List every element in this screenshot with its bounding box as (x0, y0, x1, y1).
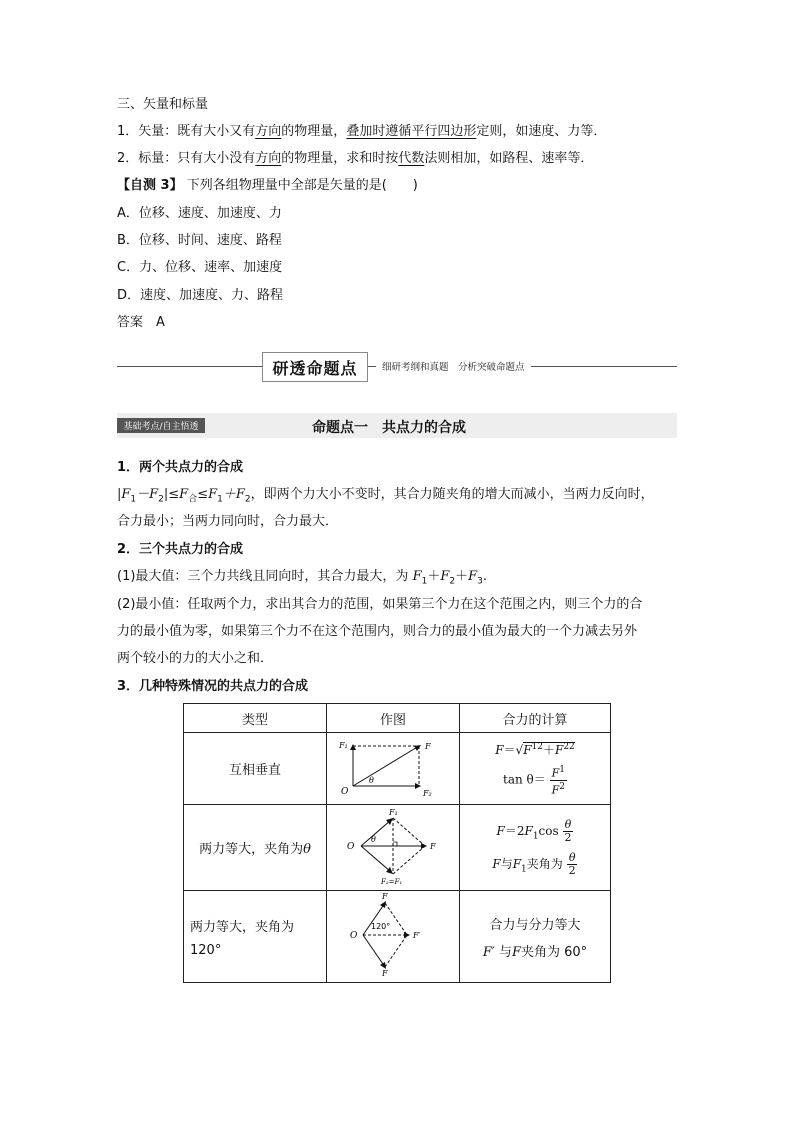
section-heading: 三、矢量和标量 (117, 97, 209, 112)
banner-subtitle: 细研考纲和真题 分析突破命题点 (376, 359, 531, 373)
answer: 答案 A (117, 315, 165, 330)
label-o: O (350, 930, 358, 941)
table-row (184, 891, 611, 983)
two-forces-text: 合力最小；当两力同向时，合力最大． (117, 514, 339, 529)
option-c: C．力、位移、速率、加速度 (117, 260, 283, 275)
label-f1: F₁ (389, 807, 398, 817)
three-forces-heading: 2．三个共点力的合成 (117, 542, 244, 557)
row1-calc (460, 733, 611, 805)
label-f: F (430, 841, 436, 851)
scalar-definition: 2．标量：只有大小没有方向的物理量，求和时按代数法则相加，如路程、速率等． (117, 151, 594, 166)
two-forces-heading: 1．两个共点力的合成 (117, 460, 244, 475)
label-angle: 120° (371, 921, 391, 931)
row2-type: 两力等大，夹角为θ (184, 805, 327, 891)
row3-diagram (327, 891, 460, 983)
label-o: O (341, 786, 349, 797)
label-f2: F₂ (423, 788, 432, 798)
table-row (184, 805, 611, 891)
label-fp: F′ (413, 930, 421, 940)
special-heading: 3．几种特殊情况的共点力的合成 (117, 679, 309, 694)
row2-diagram (327, 805, 460, 891)
banner-rule-left (117, 366, 262, 367)
label-theta: θ (371, 834, 376, 844)
option-b: B．位移、时间、速度、路程 (117, 233, 282, 248)
selftest-question: 【自测 3】 下列各组物理量中全部是矢量的是( ) (117, 178, 418, 193)
row1-diagram (327, 733, 460, 805)
three-forces-min-2: 力的最小值为零，如果第三个力不在这个范围内，则合力的最小值为最大的一个力减去另外 (117, 624, 638, 639)
equal-angle-diagram (333, 806, 453, 886)
three-forces-min-3: 两个较小的力的大小之和． (117, 651, 274, 666)
row2-calc (460, 805, 611, 891)
row1-calc-angle: tan θ＝ $\frac{F^1}{F^2}$ (503, 764, 565, 797)
row2-calc-angle: F与$F_1$夹角为 $\frac{\theta}{2}$ (492, 850, 576, 877)
vector-definition: 1．矢量：既有大小又有方向的物理量，叠加时遵循平行四边形定则，如速度、力等． (117, 124, 607, 139)
angle-120-diagram (333, 893, 453, 977)
row1-type: 互相垂直 (184, 733, 327, 805)
three-forces-max: (1)最大值：三个力共线且同向时，其合力最大，为 $F_1+F_2+F_3$. (117, 569, 488, 587)
label-f-bottom: F (382, 968, 388, 977)
banner-title: 研透命题点 (262, 352, 368, 382)
label-o: O (347, 841, 355, 852)
topic-title: 命题点一 共点力的合成 (312, 420, 466, 436)
header-calc: 合力的计算 (460, 704, 611, 733)
label-f: F (425, 741, 431, 751)
label-f1: F₁ (339, 740, 348, 750)
option-a: A．位移、速度、加速度、力 (117, 206, 282, 221)
special-cases-table (183, 703, 611, 983)
option-d: D．速度、加速度、力、路程 (117, 288, 284, 303)
perpendicular-diagram (333, 734, 453, 800)
row3-type: 两力等大，夹角为 120° (184, 891, 327, 983)
header-type: 类型 (184, 704, 327, 733)
label-theta: θ (369, 775, 374, 785)
row2-calc-magnitude: $F=2F_1\cos$ $\frac{\theta}{2}$ (496, 817, 572, 844)
table-row (184, 733, 611, 805)
row3-calc-line1: 合力与分力等大 (489, 917, 581, 933)
header-diagram: 作图 (327, 704, 460, 733)
row3-calc (460, 891, 611, 983)
label-f2: F₂=F₁ (381, 877, 403, 886)
row1-calc-magnitude: $F=√F^{12}+F^{22}$ (495, 741, 575, 757)
row3-calc-line2: F′ 与F夹角为 60° (482, 944, 588, 960)
three-forces-min-1: (2)最小值：任取两个力，求出其合力的范围，如果第三个力在这个范围之内，则三个力的合 (117, 597, 643, 612)
topic-tag: 基础考点/自主悟透 (117, 418, 205, 433)
two-forces-formula: $|F_1-F_2|\le F_合\le F_1+F_2$，即两个力大小不变时，其合力随夹角的增大而减小，当两力反向时， (117, 487, 654, 505)
label-f-top: F (382, 892, 388, 901)
